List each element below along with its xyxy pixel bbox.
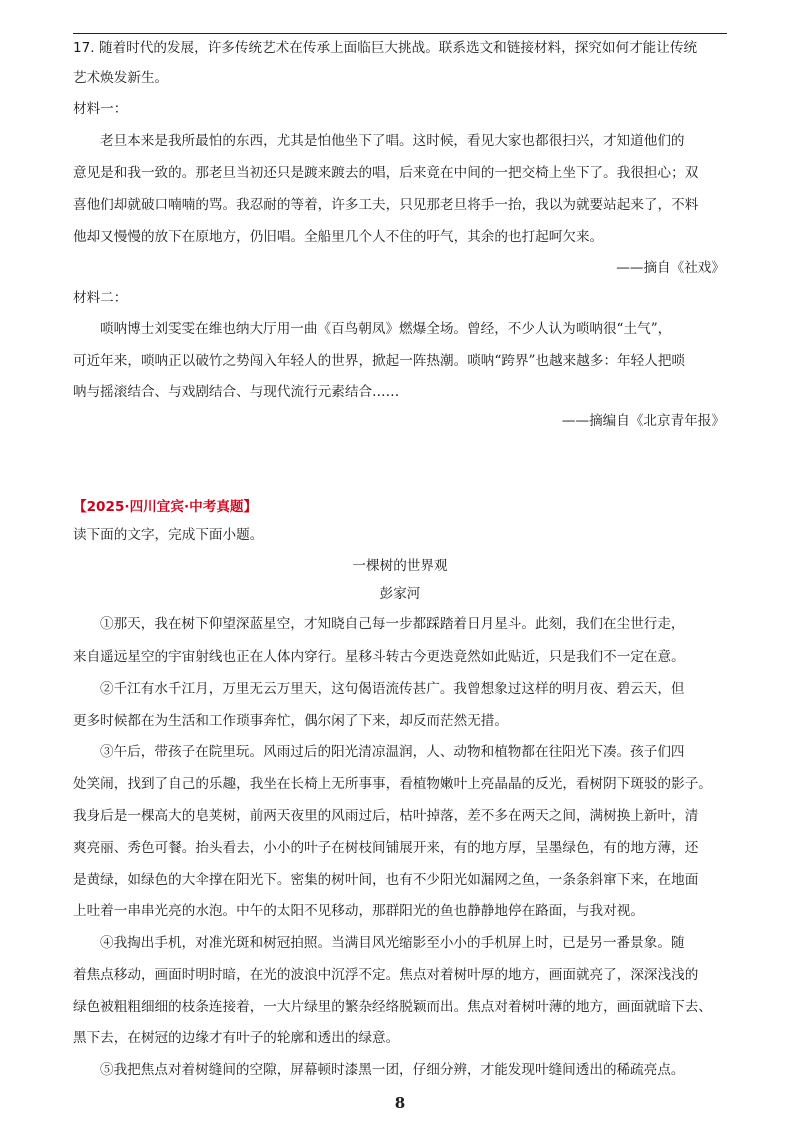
- article-line: ③午后，带孩子在院里玩。风雨过后的阳光清凉温润，人、动物和植物都在往阳光下凑。孩子们四: [100, 744, 685, 760]
- article-author: 彭家河: [379, 586, 421, 602]
- material1-line: 喜他们却就破口喃喃的骂。我忍耐的等着，许多工夫，只见那老旦将手一抬，我以为就要站起来了，不料: [73, 197, 699, 213]
- page-number: 8: [394, 1094, 406, 1112]
- material2-line: 唢呐博士刘雯雯在维也纳大厅用一曲《百鸟朝凤》燃爆全场。曾经，不少人认为唢呐很“土气”，: [100, 321, 672, 337]
- article-line: 上吐着一串串光亮的水泡。中午的太阳不见移动，那群阳光的鱼也静静地停在路面，与我对视。: [73, 903, 644, 919]
- article-line: 我身后是一棵高大的皂荚树，前两天夜里的风雨过后，枯叶掉落，差不多在两天之间，满树换上新叶，清: [73, 808, 699, 824]
- article-line: ②千江有水千江月，万里无云万里天，这句偈语流传甚广。我曾想象过这样的明月夜、碧云天，但: [100, 681, 685, 697]
- article-line: 处笑闹，找到了自己的乐趣，我坐在长椅上无所事事，看植物嫩叶上亮晶晶的反光，看树阴下斑驳的影子。: [73, 776, 712, 792]
- article-line: 是黄绿，如绿色的大伞撑在阳光下。密集的树叶间，也有不少阳光如漏网之鱼，一条条斜窜下来，在地面: [73, 872, 699, 888]
- material1-line: 他却又慢慢的放下在原地方，仍旧唱。全船里几个人不住的吁气，其余的也打起呵欠来。: [73, 229, 604, 245]
- material2-source: ——摘编自《北京青年报》: [561, 413, 725, 429]
- material1-label: 材料一：: [73, 101, 128, 117]
- question-line-2: 艺术焕发新生。: [73, 70, 169, 86]
- material1-line: 意见是和我一致的。那老旦当初还只是踱来踱去的唱，后来竟在中间的一把交椅上坐下了。我很担心；双: [73, 165, 699, 181]
- article-line: 来自遥远星空的宇宙射线也正在人体内穿行。星移斗转古今更迭竟然如此贴近，只是我们不一定在意。: [73, 649, 685, 665]
- exam-source-tag: 【2025·四川宜宾·中考真题】: [73, 499, 258, 515]
- top-rule: [73, 33, 727, 34]
- material2-label: 材料二：: [73, 290, 128, 306]
- article-line: ①那天，我在树下仰望深蓝星空，才知晓自己每一步都踩踏着日月星斗。此刻，我们在尘世行走，: [100, 616, 685, 632]
- article-line: 绿色被粗粗细细的枝条连接着，一大片绿里的繁杂经络脱颖而出。焦点对着树叶薄的地方，画面就暗下去、: [73, 999, 712, 1015]
- article-line: 爽亮丽、秀色可餐。抬头看去，小小的叶子在树枝间铺展开来，有的地方厚，呈墨绿色，有的地方薄，还: [73, 840, 699, 856]
- question-line-1: 17. 随着时代的发展，许多传统艺术在传承上面临巨大挑战。联系选文和链接材料，探究如何才能让传统: [73, 40, 698, 56]
- instruction: 读下面的文字，完成下面小题。: [73, 527, 264, 543]
- article-line: 更多时候都在为生活和工作琐事奔忙，偶尔闲了下来，却反而茫然无措。: [73, 713, 508, 729]
- material1-source: ——摘自《社戏》: [616, 260, 725, 276]
- material1-line: 老旦本来是我所最怕的东西，尤其是怕他坐下了唱。这时候，看见大家也都很扫兴，才知道他们的: [100, 133, 685, 149]
- material2-line: 呐与摇滚结合、与戏剧结合、与现代流行元素结合……: [73, 384, 400, 400]
- article-title: 一棵树的世界观: [352, 558, 448, 574]
- article-line: 黑下去，在树冠的边缘才有叶子的轮廓和透出的绿意。: [73, 1030, 400, 1046]
- material2-line: 可近年来，唢呐正以破竹之势闯入年轻人的世界，掀起一阵热潮。唢呐“跨界”也越来越多：年轻人把唢: [73, 353, 686, 369]
- article-line: ④我掏出手机，对准光斑和树冠拍照。当满目风光缩影至小小的手机屏上时，已是另一番景象。随: [100, 935, 685, 951]
- article-line: ⑤我把焦点对着树缝间的空隙，屏幕顿时漆黑一团，仔细分辨，才能发现叶缝间透出的稀疏亮点。: [100, 1062, 685, 1078]
- article-line: 着焦点移动，画面时明时暗，在光的波浪中沉浮不定。焦点对着树叶厚的地方，画面就亮了，深深浅浅的: [73, 967, 699, 983]
